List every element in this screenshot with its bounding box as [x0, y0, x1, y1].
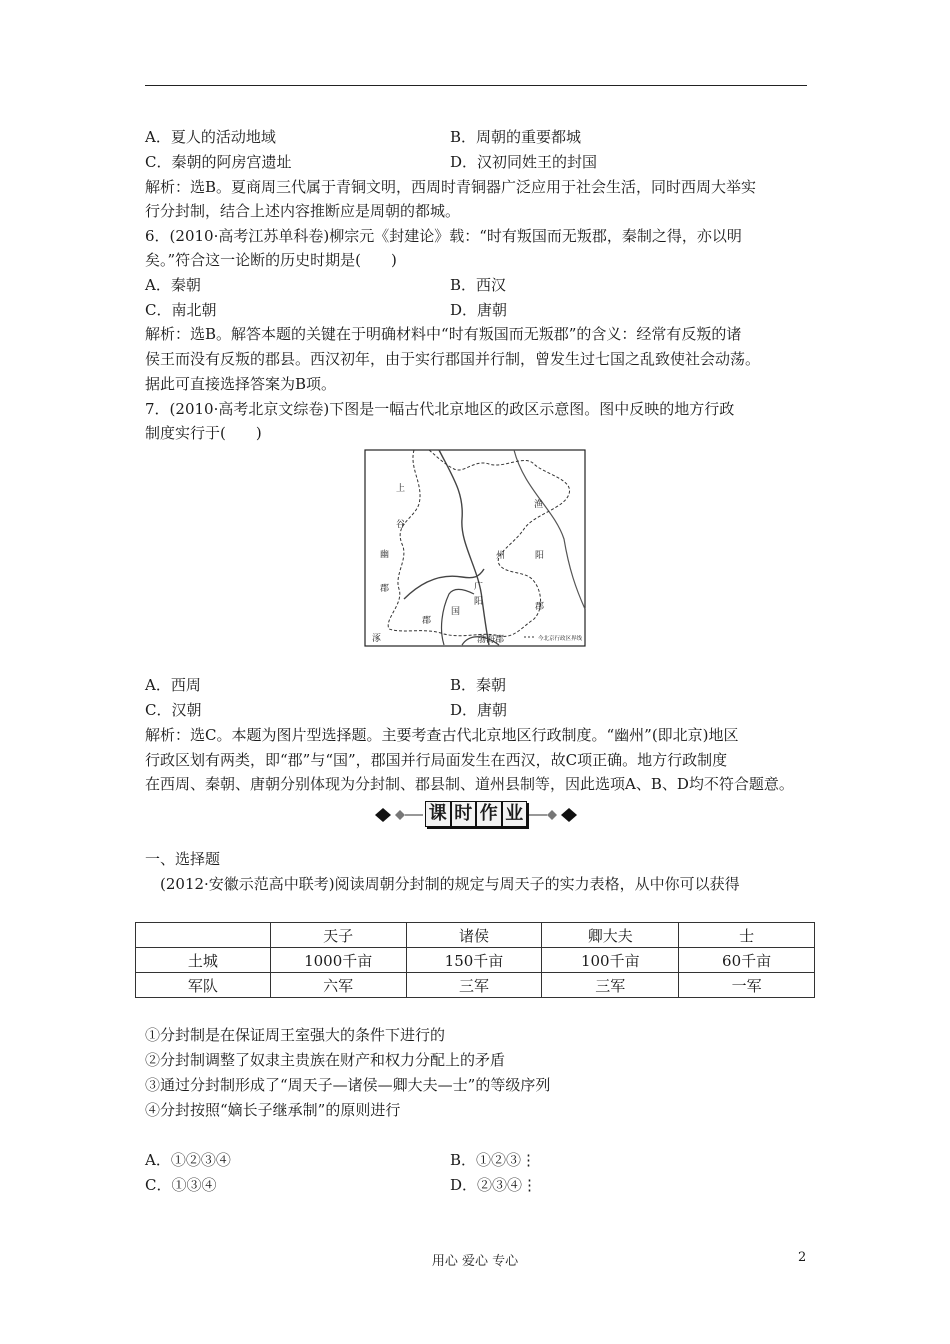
q6-analysis-line-2: 侯王而没有反叛的郡县。西汉初年，由于实行郡国并行制，曾发生过七国之乱致使社会动荡。: [145, 350, 761, 368]
page-footer: 用心 爱心 专心: [431, 1254, 519, 1269]
q6-option-a: A．秦朝: [145, 276, 201, 294]
section-heading: 一、选择题: [145, 850, 221, 868]
statement-2: ②分封制调整了奴隶主贵族在财产和权力分配上的矛盾: [145, 1051, 506, 1069]
feudal-table: [135, 922, 815, 998]
homework-option-d: D．②③④⋮: [450, 1176, 538, 1194]
map-label-yang: 阳: [535, 551, 545, 561]
table-header-cell: 士: [679, 923, 815, 948]
map-label-zhou: 州: [496, 551, 506, 561]
map-label-jun-right: 郡: [535, 602, 545, 612]
q7-analysis-line-3: 在西周、秦朝、唐朝分别体现为分封制、郡县制、道州县制等，因此选项A、B、D均不符合题意。: [145, 775, 794, 793]
q7-option-b: B．秦朝: [450, 676, 507, 694]
table-cell: 军队: [136, 973, 271, 998]
beijing-region-map: [364, 449, 586, 647]
banner-char: 课: [425, 801, 451, 827]
homework-option-b: B．①②③⋮: [450, 1151, 537, 1169]
q7-option-d: D．唐朝: [450, 701, 508, 719]
q6-option-c: C．南北朝: [145, 301, 217, 319]
banner-char: 时: [451, 801, 477, 827]
q7-option-c: C．汉朝: [145, 701, 202, 719]
q5-option-a: A．夏人的活动地域: [145, 128, 276, 146]
map-legend-text: 今北京行政区界线: [538, 636, 583, 642]
q6-analysis-line-1: 解析：选B。解答本题的关键在于明确材料中“时有叛国而无叛郡”的含义：经常有反叛的诸: [145, 325, 742, 343]
q7-analysis-line-1: 解析：选C。本题为图片型选择题。主要考查古代北京地区行政制度。“幽州”(即北京)地区: [145, 726, 739, 744]
map-label-zhuo: 涿: [372, 634, 382, 644]
table-header-cell: 诸侯: [406, 923, 542, 948]
map-label-gu: 谷: [396, 520, 406, 530]
q6-stem-line-2: 矣。”符合这一论断的历史时期是( ): [145, 251, 397, 269]
table-cell: 三军: [542, 973, 679, 998]
map-label-yu: 渔: [534, 500, 544, 510]
diamond-icon: [395, 810, 405, 820]
q5-option-c: C．秦朝的阿房宫遗址: [145, 153, 292, 171]
map-label-jun-left: 郡: [380, 584, 390, 594]
banner-char: 业: [502, 801, 528, 827]
homework-option-c: C．①③④: [145, 1176, 217, 1194]
homework-stem: (2012·安徽示范高中联考)阅读周朝分封制的规定与周天子的实力表格，从中你可以获得: [160, 875, 740, 893]
q7-stem-line-1: 7．(2010·高考北京文综卷)下图是一幅古代北京地区的政区示意图。图中反映的地方行政: [145, 400, 735, 418]
statement-4: ④分封按照“嫡长子继承制”的原则进行: [145, 1101, 401, 1119]
map-label-jun-mid: 郡: [422, 616, 432, 626]
table-header-cell: [136, 923, 271, 948]
statement-1: ①分封制是在保证周王室强大的条件下进行的: [145, 1026, 446, 1044]
banner-char: 作: [476, 801, 502, 827]
q5-option-b: B．周朝的重要都城: [450, 128, 582, 146]
q5-option-d: D．汉初同姓王的封国: [450, 153, 598, 171]
table-header-cell: 卿大夫: [542, 923, 679, 948]
table-row: [136, 973, 815, 998]
diamond-icon: [547, 810, 557, 820]
table-cell: 60千亩: [679, 948, 815, 973]
q7-analysis-line-2: 行政区划有两类，即“郡”与“国”，郡国并行局面发生在西汉，故C项正确。地方行政制度: [145, 751, 728, 769]
homework-option-a: A．①②③④: [145, 1151, 231, 1169]
map-label-shang: 上: [396, 484, 406, 494]
q7-stem-line-2: 制度实行于( ): [145, 424, 262, 442]
header-rule: [145, 85, 807, 86]
q6-option-b: B．西汉: [450, 276, 507, 294]
map-label-guo: 国: [451, 607, 461, 617]
table-cell: 土城: [136, 948, 271, 973]
page-number: 2: [798, 1250, 807, 1265]
banner-title: [425, 801, 527, 827]
diamond-icon: [561, 808, 577, 822]
diamond-icon: [375, 808, 391, 822]
table-cell: 100千亩: [542, 948, 679, 973]
table-cell: 六军: [270, 973, 406, 998]
table-header-row: [136, 923, 815, 948]
q7-option-a: A．西周: [145, 676, 201, 694]
map-label-guang: 广: [474, 582, 484, 592]
map-frame: [365, 450, 585, 646]
statement-3: ③通过分封制形成了“周天子—诸侯—卿大夫—士”的等级序列: [145, 1076, 551, 1094]
table-cell: 150千亩: [406, 948, 542, 973]
q6-option-d: D．唐朝: [450, 301, 508, 319]
table-row: [136, 948, 815, 973]
table-cell: 三军: [406, 973, 542, 998]
map-label-you: 幽: [380, 550, 390, 560]
table-cell: 1000千亩: [270, 948, 406, 973]
q5-analysis-line-2: 行分封制，结合上述内容推断应是周朝的都城。: [145, 202, 461, 220]
map-label-bohai: 渤海郡: [477, 635, 505, 645]
map-label-yang2: 阳: [474, 597, 484, 607]
q6-stem-line-1: 6．(2010·高考江苏单科卷)柳宗元《封建论》载：“时有叛国而无叛郡，秦制之得，亦以明: [145, 227, 742, 245]
q5-analysis-line-1: 解析：选B。夏商周三代属于青铜文明，西周时青铜器广泛应用于社会生活，同时西周大举实: [145, 178, 757, 196]
table-header-cell: 天子: [270, 923, 406, 948]
section-banner: [375, 800, 577, 830]
q6-analysis-line-3: 据此可直接选择答案为B项。: [145, 375, 337, 393]
table-cell: 一军: [679, 973, 815, 998]
